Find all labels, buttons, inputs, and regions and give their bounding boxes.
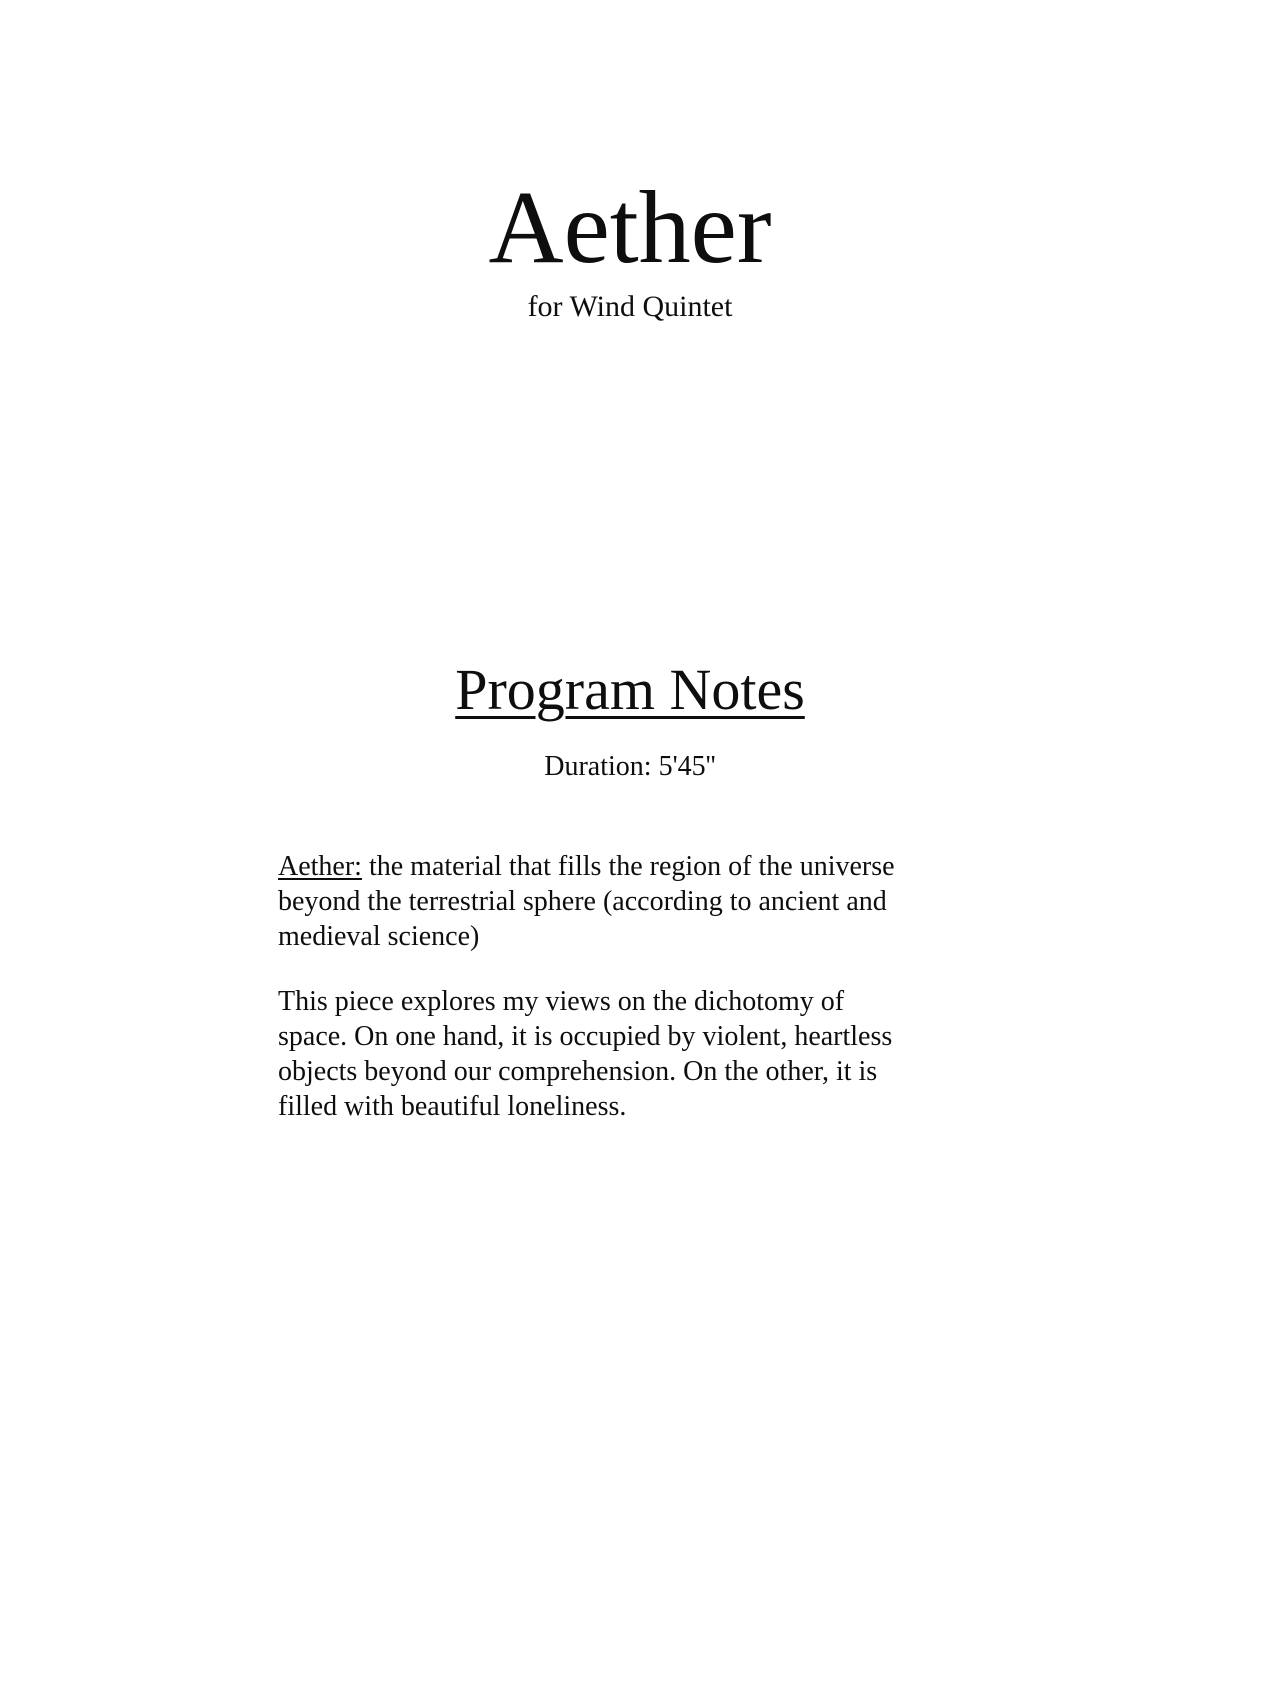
definition-body: the material that fills the region of the universe beyond the terrestrial sphere (according to ancient and medieval science) [278,851,895,952]
page-content-column [278,0,982,1154]
piece-title: Aether [488,170,772,285]
piece-subtitle: for Wind Quintet [527,290,733,323]
program-notes-body [278,849,909,1124]
definition-paragraph [278,849,909,954]
program-notes-heading [278,657,982,723]
description-paragraph: This piece explores my views on the dichotomy of space. On one hand, it is occupied by violent, heartless objects beyond our comprehension. On the other, it is filled with beautiful loneliness. [278,986,893,1122]
definition-term: Aether: [278,851,362,882]
duration-text: Duration: 5'45'' [544,751,716,782]
program-notes-heading-text: Program Notes [455,657,805,722]
